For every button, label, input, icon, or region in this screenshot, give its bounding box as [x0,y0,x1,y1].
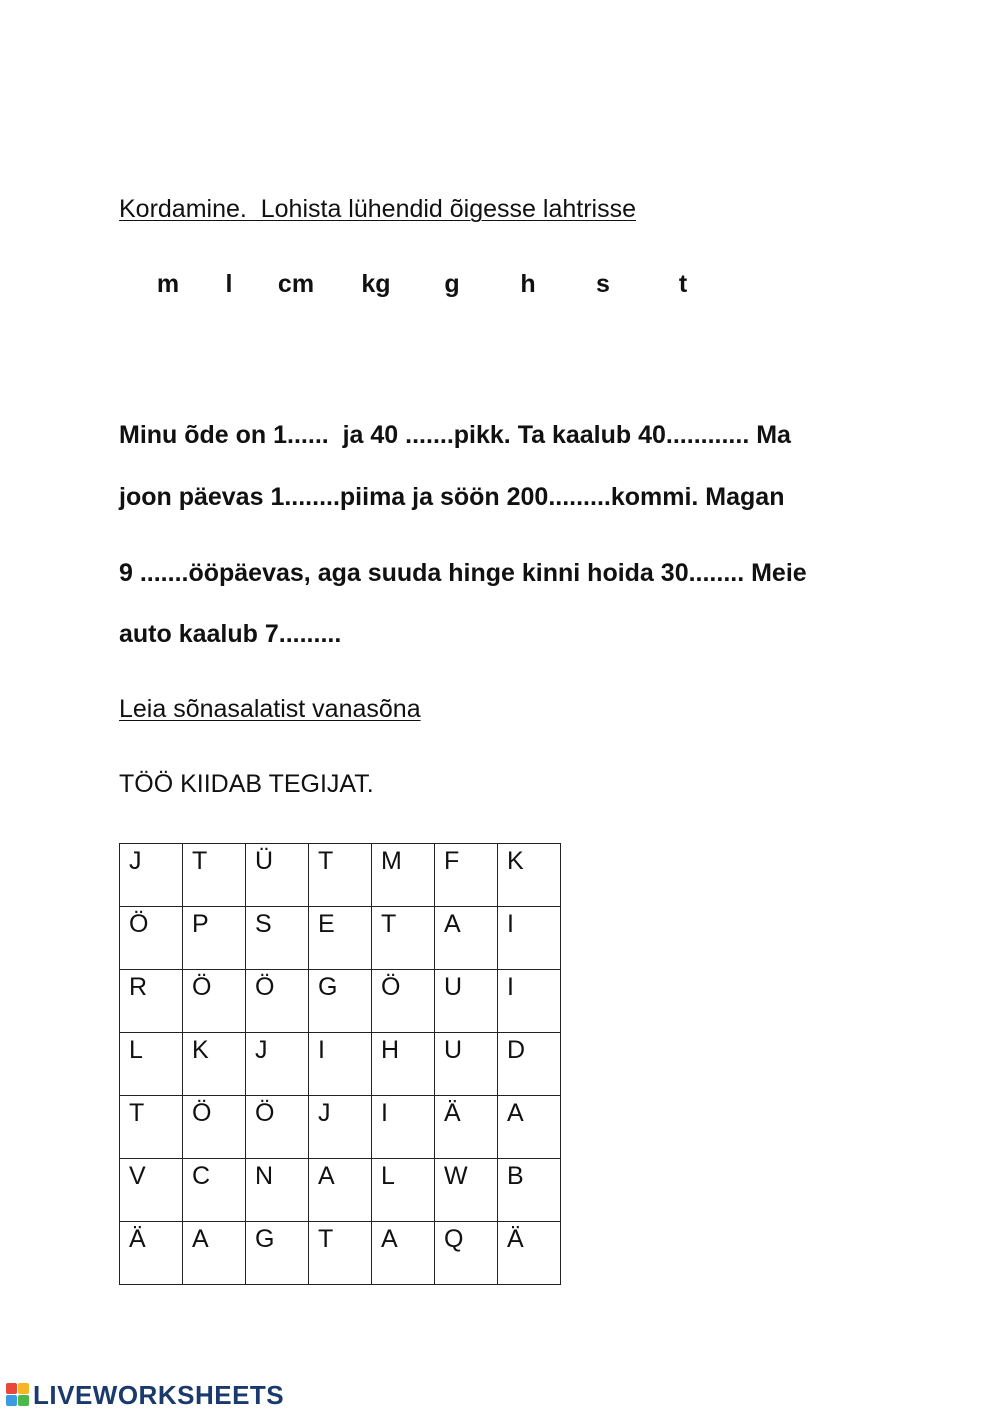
section-heading-review: Kordamine. Lohista lühendid õigesse lahtrisse [119,195,636,223]
grid-letter: T [192,847,208,875]
grid-letter: Ö [381,973,401,1001]
grid-cell[interactable] [246,1222,309,1285]
grid-cell[interactable] [309,907,372,970]
grid-letter: M [381,847,402,875]
grid-letter: G [255,1225,275,1253]
grid-cell[interactable] [183,1033,246,1096]
unit-abbreviation-bank [0,270,1000,302]
grid-letter: J [255,1036,268,1064]
grid-cell[interactable] [435,907,498,970]
grid-letter: Ö [192,973,212,1001]
grid-cell[interactable] [309,844,372,907]
grid-cell[interactable] [435,844,498,907]
grid-letter: K [507,847,524,875]
grid-cell[interactable] [183,1222,246,1285]
grid-letter: G [318,973,338,1001]
grid-cell[interactable] [246,1096,309,1159]
grid-letter: H [381,1036,400,1064]
word-search-grid [119,843,561,1285]
grid-cell[interactable] [372,1222,435,1285]
grid-letter: Ä [129,1225,146,1253]
grid-cell[interactable] [498,844,561,907]
grid-cell[interactable] [309,970,372,1033]
grid-cell[interactable] [120,1222,183,1285]
grid-cell[interactable] [183,907,246,970]
grid-row [120,844,561,907]
grid-letter: A [318,1162,335,1190]
grid-letter: R [129,973,148,1001]
grid-cell[interactable] [309,1222,372,1285]
grid-cell[interactable] [498,1159,561,1222]
section-heading-word-search: Leia sõnasalatist vanasõna [119,695,421,723]
grid-cell[interactable] [372,907,435,970]
grid-cell[interactable] [498,1222,561,1285]
grid-cell[interactable] [120,1096,183,1159]
grid-letter: B [507,1162,524,1190]
exercise-text-line: auto kaalub 7......... [119,620,342,648]
grid-cell[interactable] [246,1159,309,1222]
grid-cell[interactable] [120,970,183,1033]
grid-letter: T [129,1099,145,1127]
grid-letter: Ö [255,1099,275,1127]
grid-cell[interactable] [183,1096,246,1159]
logo-square [18,1383,29,1394]
grid-letter: Ö [129,910,149,938]
grid-letter: Q [444,1225,464,1253]
grid-letter: C [192,1162,211,1190]
grid-cell[interactable] [246,907,309,970]
grid-cell[interactable] [435,970,498,1033]
grid-cell[interactable] [372,1096,435,1159]
grid-letter: S [255,910,272,938]
grid-letter: Ö [255,973,275,1001]
grid-cell[interactable] [435,1159,498,1222]
draggable-unit-g[interactable]: g [444,270,460,298]
grid-letter: W [444,1162,468,1190]
grid-cell[interactable] [372,1159,435,1222]
grid-cell[interactable] [435,1096,498,1159]
grid-letter: F [444,847,460,875]
grid-letter: A [444,910,461,938]
grid-cell[interactable] [309,1159,372,1222]
grid-letter: Ö [192,1099,212,1127]
grid-letter: N [255,1162,274,1190]
grid-letter: P [192,910,209,938]
grid-cell[interactable] [435,1033,498,1096]
logo-text: LIVEWORKSHEETS [33,1379,285,1410]
exercise-text-line: joon päevas 1........piima ja söön 200.........kommi. Magan [119,483,785,511]
grid-cell[interactable] [120,1159,183,1222]
draggable-unit-s[interactable]: s [596,270,610,298]
liveworksheets-logo [6,1381,284,1409]
logo-icon [6,1383,30,1407]
grid-cell[interactable] [372,970,435,1033]
grid-row [120,1033,561,1096]
exercise-text-line: 9 .......ööpäevas, aga suuda hinge kinni hoida 30........ Meie [119,559,807,587]
grid-cell[interactable] [183,1159,246,1222]
grid-cell[interactable] [120,907,183,970]
logo-square [18,1395,29,1406]
logo-square [6,1395,17,1406]
draggable-unit-l[interactable]: l [225,270,233,298]
grid-row [120,1159,561,1222]
grid-cell[interactable] [183,970,246,1033]
grid-letter: L [381,1162,395,1190]
grid-cell[interactable] [246,1033,309,1096]
grid-letter: E [318,910,335,938]
grid-letter: A [507,1099,524,1127]
grid-cell[interactable] [435,1222,498,1285]
grid-cell[interactable] [498,1033,561,1096]
draggable-unit-cm[interactable]: cm [277,270,315,298]
grid-letter: J [318,1099,331,1127]
grid-letter: U [444,1036,463,1064]
grid-letter: Ä [507,1225,524,1253]
grid-cell[interactable] [372,844,435,907]
grid-cell[interactable] [372,1033,435,1096]
grid-cell[interactable] [246,970,309,1033]
grid-row [120,970,561,1033]
grid-row [120,907,561,970]
grid-letter: T [318,847,334,875]
grid-cell[interactable] [246,844,309,907]
grid-letter: K [192,1036,209,1064]
proverb-text: TÖÖ KIIDAB TEGIJAT. [119,770,374,798]
grid-cell[interactable] [498,1096,561,1159]
grid-cell[interactable] [183,844,246,907]
grid-letter: I [318,1036,325,1064]
grid-letter: A [381,1225,398,1253]
grid-letter: Ä [444,1099,461,1127]
grid-letter: T [381,910,397,938]
grid-letter: L [129,1036,143,1064]
grid-letter: Ü [255,847,274,875]
draggable-unit-t[interactable]: t [678,270,688,298]
grid-cell[interactable] [309,1033,372,1096]
grid-letter: U [444,973,463,1001]
grid-letter: V [129,1162,146,1190]
logo-square [6,1383,17,1394]
grid-cell[interactable] [498,907,561,970]
grid-letter: A [192,1225,209,1253]
draggable-unit-kg[interactable]: kg [361,270,391,298]
grid-letter: J [129,847,142,875]
grid-letter: I [381,1099,388,1127]
grid-row [120,1096,561,1159]
grid-letter: I [507,973,514,1001]
grid-cell[interactable] [498,970,561,1033]
draggable-unit-h[interactable]: h [520,270,536,298]
exercise-text-line: Minu õde on 1...... ja 40 .......pikk. Ta kaalub 40............ Ma [119,421,791,449]
grid-row [120,1222,561,1285]
grid-cell[interactable] [120,844,183,907]
grid-letter: D [507,1036,526,1064]
grid-cell[interactable] [120,1033,183,1096]
draggable-unit-m[interactable]: m [156,270,180,298]
grid-letter: I [507,910,514,938]
grid-cell[interactable] [309,1096,372,1159]
grid-letter: T [318,1225,334,1253]
